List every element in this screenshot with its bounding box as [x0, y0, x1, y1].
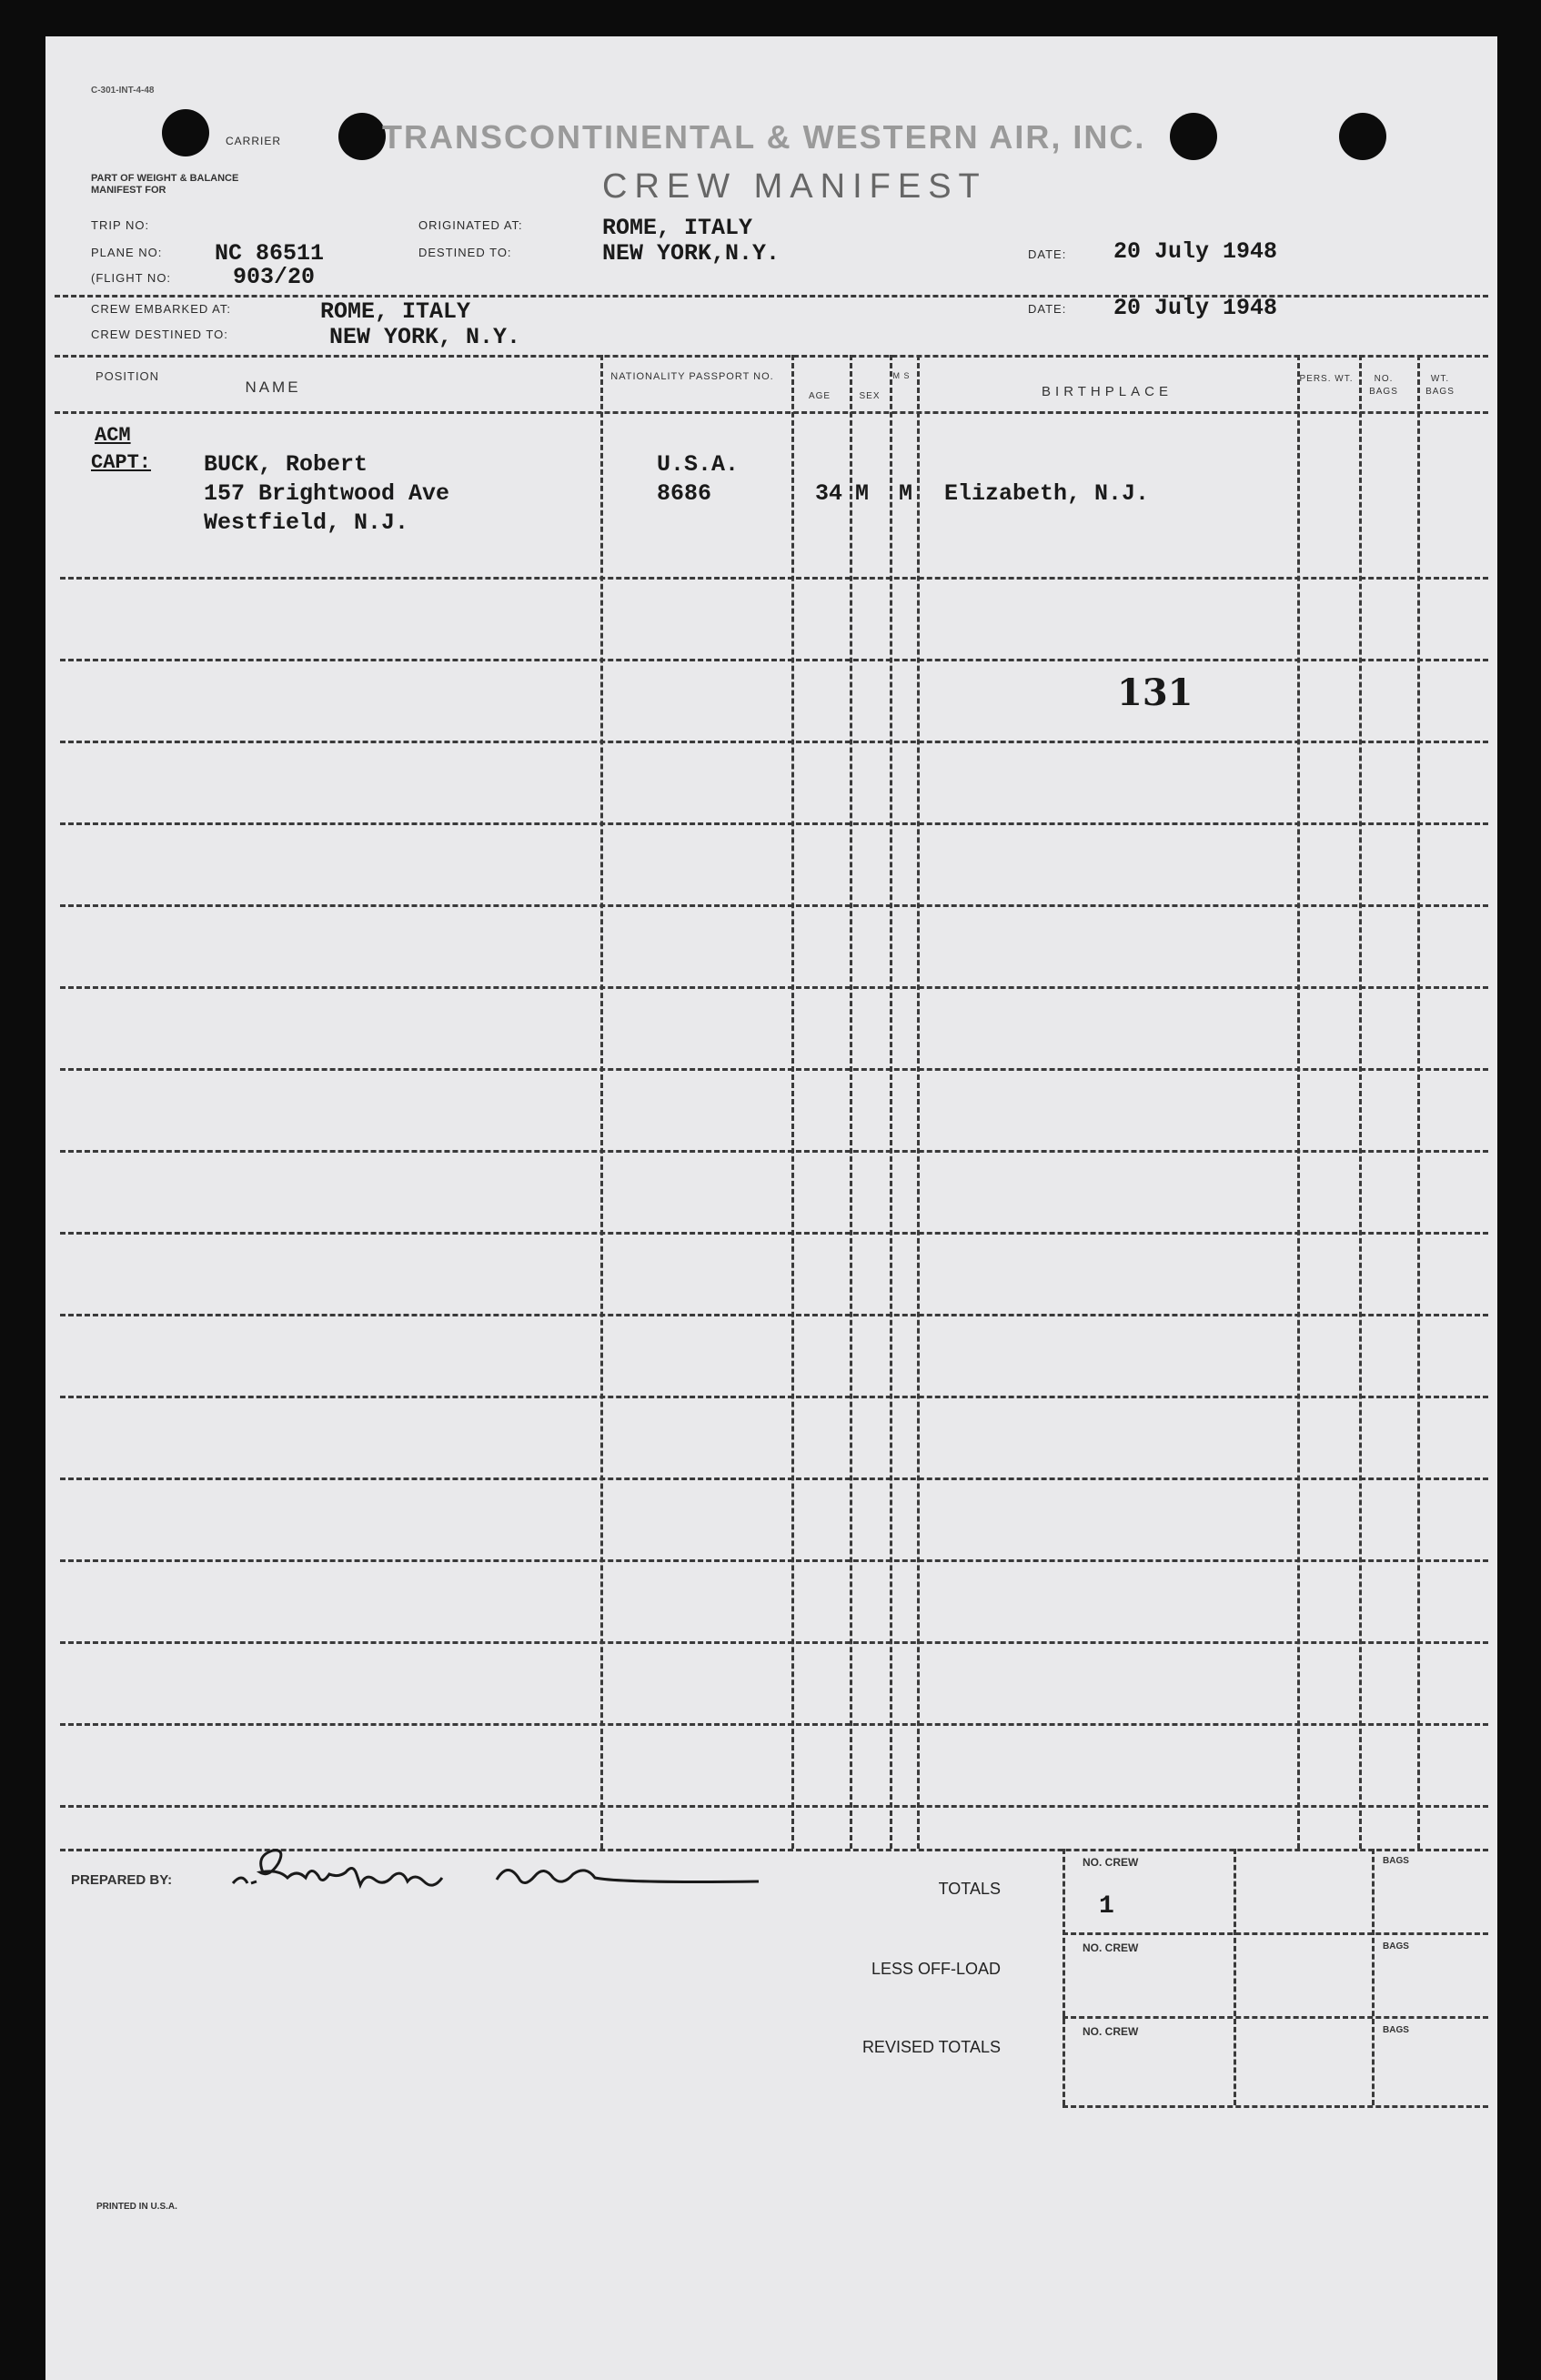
table-row	[60, 577, 1488, 580]
flight-no-label: (FLIGHT NO:	[91, 271, 172, 285]
punch-hole	[1339, 113, 1386, 160]
col-position: POSITION	[95, 369, 160, 383]
col-no-bags: NO. BAGS	[1369, 374, 1398, 397]
col-name: NAME	[245, 378, 301, 396]
flight-no: 903/20	[233, 264, 316, 290]
totals-bottom-border	[1063, 2105, 1488, 2108]
table-header-border	[55, 411, 1488, 414]
table-row	[60, 822, 1488, 825]
table-row	[60, 1805, 1488, 1808]
originated: ROME, ITALY	[602, 215, 753, 241]
date2-label: DATE:	[1028, 302, 1067, 316]
revised-totals-label: REVISED TOTALS	[861, 2038, 1001, 2056]
table-row	[60, 1068, 1488, 1071]
crew-ms: M	[899, 480, 913, 507]
no-crew-label: NO. CREW	[1083, 1856, 1139, 1869]
crew-destined: NEW YORK, N.Y.	[329, 324, 521, 350]
col-nationality: NATIONALITY PASSPORT NO.	[610, 371, 774, 382]
punch-hole	[162, 109, 209, 156]
date2: 20 July 1948	[1113, 295, 1278, 321]
carrier-name: TRANSCONTINENTAL & WESTERN AIR, INC.	[382, 118, 1146, 156]
col-sex: SEX	[859, 391, 881, 401]
prepared-by-label: PREPARED BY:	[71, 1872, 173, 1888]
position-line2: CAPT:	[91, 451, 152, 474]
table-row	[60, 1641, 1488, 1644]
grid-line	[1234, 1849, 1236, 2105]
crew-age: 34	[815, 480, 843, 507]
crew-birthplace: Elizabeth, N.J.	[944, 480, 1150, 507]
totals-row-divider	[1063, 2016, 1488, 2019]
bags-label: BAGS	[1383, 1941, 1409, 1951]
table-row	[60, 1559, 1488, 1562]
col-pers-wt: PERS. WT.	[1299, 374, 1354, 384]
no-crew-label: NO. CREW	[1083, 1941, 1139, 1954]
date: 20 July 1948	[1113, 238, 1278, 265]
table-row	[60, 986, 1488, 989]
plane-no: NC 86511	[215, 240, 325, 267]
crew-nationality: U.S.A.	[657, 451, 740, 478]
destined-label: DESTINED TO:	[418, 246, 512, 259]
no-crew-label: NO. CREW	[1083, 2025, 1139, 2038]
crew-sex: M	[855, 480, 870, 507]
col-ms: M S	[892, 371, 911, 380]
trip-no-label: TRIP NO:	[91, 218, 150, 232]
table-row	[60, 904, 1488, 907]
originated-label: ORIGINATED AT:	[418, 218, 523, 232]
embarked-label: CREW EMBARKED AT:	[91, 302, 232, 316]
carrier-label: CARRIER	[226, 135, 282, 147]
table-row	[60, 659, 1488, 661]
col-wt-bags: WT. BAGS	[1425, 374, 1455, 397]
totals-crew-count: 1	[1099, 1892, 1114, 1921]
position-line1: ACM	[95, 424, 131, 447]
embarked: ROME, ITALY	[320, 298, 471, 325]
destined: NEW YORK,N.Y.	[602, 240, 781, 267]
crew-name: BUCK, Robert	[204, 451, 368, 478]
totals-label: TOTALS	[938, 1880, 1001, 1898]
page-number: 131	[1117, 671, 1194, 714]
date-label: DATE:	[1028, 247, 1067, 261]
less-offload-label: LESS OFF-LOAD	[871, 1960, 1001, 1978]
bags-label: BAGS	[1383, 2025, 1409, 2035]
table-row	[60, 1477, 1488, 1480]
table-top-border	[55, 355, 1488, 358]
crew-manifest-form	[45, 36, 1497, 2380]
bags-label: BAGS	[1383, 1856, 1409, 1866]
table-row	[60, 1232, 1488, 1235]
signature-image	[224, 1847, 806, 1901]
crew-passport: 8686	[657, 480, 712, 507]
punch-hole	[338, 113, 386, 160]
table-row	[60, 1396, 1488, 1398]
part-label: PART OF WEIGHT & BALANCE MANIFEST FOR	[91, 173, 239, 196]
table-row	[60, 1723, 1488, 1726]
table-row	[60, 1314, 1488, 1316]
punch-hole	[1170, 113, 1217, 160]
plane-no-label: PLANE NO:	[91, 246, 163, 259]
crew-destined-label: CREW DESTINED TO:	[91, 328, 228, 341]
grid-line	[1372, 1849, 1375, 2105]
form-code: C-301-INT-4-48	[91, 86, 155, 96]
table-row	[60, 741, 1488, 743]
table-row	[60, 1150, 1488, 1153]
totals-row-divider	[1063, 1932, 1488, 1935]
page-title: CREW MANIFEST	[602, 167, 987, 206]
crew-address1: 157 Brightwood Ave	[204, 480, 450, 507]
crew-address2: Westfield, N.J.	[204, 509, 409, 536]
col-age: AGE	[808, 391, 831, 401]
col-birthplace: BIRTHPLACE	[1042, 384, 1173, 399]
grid-line	[1063, 1849, 1065, 2105]
printed-in-label: PRINTED IN U.S.A.	[96, 2202, 177, 2212]
